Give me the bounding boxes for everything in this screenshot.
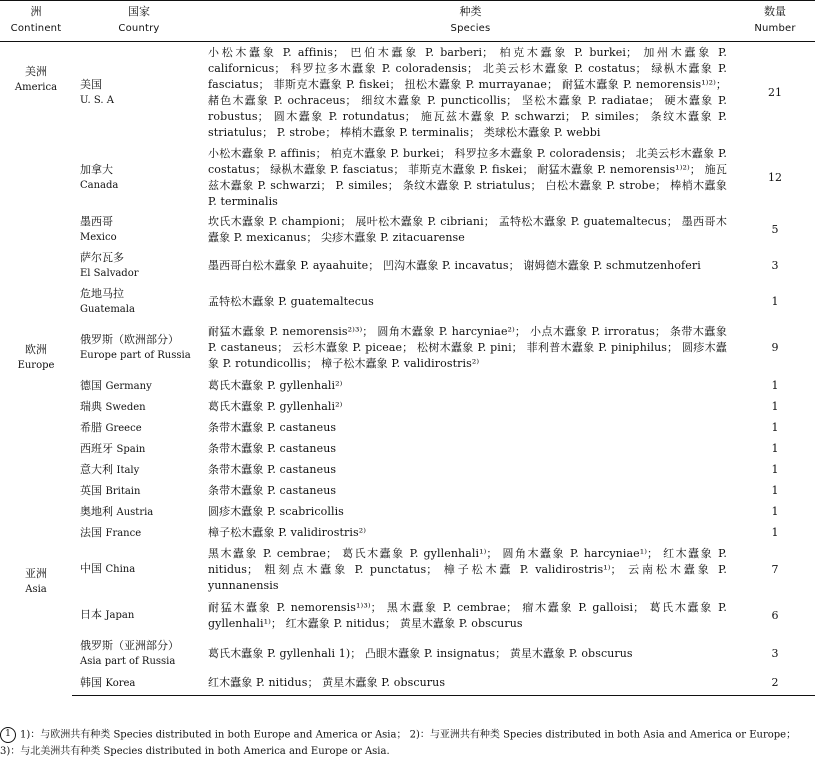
header-country-en: Country bbox=[118, 23, 160, 34]
number-cell: 6 bbox=[771, 608, 779, 622]
species-cell: 葛氏木蠹象 P. gyllenhali²⁾ bbox=[208, 400, 343, 413]
country-cell bbox=[72, 481, 206, 502]
country-zh: 瑞典 bbox=[80, 399, 102, 413]
country-en: Mexico bbox=[80, 231, 117, 243]
continent-cell bbox=[0, 42, 72, 320]
country-cell bbox=[72, 212, 206, 248]
country-en: Sweden bbox=[105, 401, 146, 413]
species-cell: 孟特松木蠹象 P. guatemaltecus bbox=[208, 294, 374, 308]
country-cell bbox=[72, 320, 206, 376]
table-row bbox=[0, 636, 815, 672]
country-cell bbox=[72, 672, 206, 696]
table-row bbox=[0, 481, 815, 502]
continent-cell bbox=[0, 544, 72, 696]
number-cell: 1 bbox=[771, 526, 779, 539]
country-cell bbox=[72, 248, 206, 284]
country-cell bbox=[72, 636, 206, 672]
species-cell: 小松木蠹象 P. affinis； 柏克木蠹象 P. burkei； 科罗拉多木蠹象 P. coloradensis； 北美云杉木蠹象 P. costatus； 绿枞木蠹象 P. fasciatus； 菲斯克木蠹象 P. fiskei； 耐猛木蠹象 P. nemorensis¹⁾²⁾； 施瓦兹木蠹象 P. schwarzi； P. similes； 条纹木蠹象 P. striatulus； 白松木蠹象 P. strobe； 棒梢木蠹象 P. terminalis bbox=[208, 146, 727, 208]
table-row bbox=[0, 460, 815, 481]
number-cell: 5 bbox=[771, 222, 779, 236]
country-en: Austria bbox=[116, 506, 154, 518]
country-zh: 意大利 bbox=[80, 462, 113, 476]
country-cell bbox=[72, 596, 206, 636]
country-cell bbox=[72, 144, 206, 212]
header-species-zh: 种类 bbox=[459, 5, 482, 18]
continent-zh: 美洲 bbox=[25, 65, 47, 78]
table-row bbox=[0, 596, 815, 636]
table-row bbox=[0, 144, 815, 212]
header-country-zh: 国家 bbox=[128, 5, 150, 18]
country-en: Canada bbox=[80, 179, 119, 191]
species-cell: 墨西哥白松木蠹象 P. ayaahuite； 凹沟木蠹象 P. incavatus； 谢姆德木蠹象 P. schmutzenhoferi bbox=[208, 258, 701, 272]
country-zh: 希腊 bbox=[80, 420, 102, 434]
table-row bbox=[0, 320, 815, 376]
table-row bbox=[0, 523, 815, 544]
header-number bbox=[735, 1, 815, 42]
species-cell: 葛氏木蠹象 P. gyllenhali²⁾ bbox=[208, 379, 343, 392]
country-en: Guatemala bbox=[80, 303, 135, 315]
country-en: Germany bbox=[105, 380, 152, 392]
header-continent bbox=[0, 1, 72, 42]
species-cell: 樟子松木蠹象 P. validirostris²⁾ bbox=[208, 526, 367, 539]
country-zh: 萨尔瓦多 bbox=[80, 250, 124, 264]
table-row bbox=[0, 544, 815, 596]
country-en: Asia part of Russia bbox=[80, 655, 176, 667]
country-cell bbox=[72, 397, 206, 418]
header-species bbox=[206, 1, 735, 42]
country-en: Korea bbox=[105, 677, 136, 689]
country-zh: 奥地利 bbox=[80, 504, 113, 518]
number-cell: 1 bbox=[771, 463, 779, 476]
country-zh: 墨西哥 bbox=[80, 214, 113, 228]
table-row bbox=[0, 248, 815, 284]
continent-zh: 亚洲 bbox=[25, 566, 47, 580]
continent-cell bbox=[0, 320, 72, 544]
header-country bbox=[72, 1, 206, 42]
country-zh: 韩国 bbox=[80, 675, 102, 689]
table-body bbox=[0, 42, 815, 696]
table-row bbox=[0, 376, 815, 397]
number-cell: 1 bbox=[771, 505, 779, 518]
country-en: Italy bbox=[116, 464, 140, 476]
number-cell: 21 bbox=[768, 85, 782, 99]
table-row bbox=[0, 42, 815, 144]
number-cell: 9 bbox=[771, 340, 779, 354]
footnote bbox=[0, 727, 815, 760]
continent-zh: 欧洲 bbox=[25, 342, 47, 356]
continent-en: Asia bbox=[25, 583, 47, 595]
country-zh: 加拿大 bbox=[80, 162, 113, 176]
country-zh: 中国 bbox=[80, 562, 102, 575]
country-zh: 日本 bbox=[80, 608, 102, 621]
country-zh: 危地马拉 bbox=[80, 286, 124, 300]
species-cell: 条带木蠹象 P. castaneus bbox=[208, 484, 337, 497]
country-en: Japan bbox=[105, 610, 135, 621]
continent-en: Europe bbox=[17, 359, 55, 371]
number-cell: 12 bbox=[768, 170, 782, 184]
country-cell bbox=[72, 460, 206, 481]
country-en: El Salvador bbox=[80, 267, 139, 279]
species-cell: 圆疹木蠹象 P. scabricollis bbox=[208, 505, 344, 518]
footnote-symbol: 1 bbox=[0, 727, 16, 743]
species-cell: 条带木蠹象 P. castaneus bbox=[208, 463, 337, 476]
table-row bbox=[0, 212, 815, 248]
header-number-zh: 数量 bbox=[764, 5, 786, 18]
species-cell: 坎氏木蠹象 P. championi； 展叶松木蠹象 P. cibriani； 孟特松木蠹象 P. guatemaltecus； 墨西哥木蠹象 P. mexicanus； 尖疹木蠹象 P. zitacuarense bbox=[208, 214, 727, 244]
country-cell bbox=[72, 544, 206, 596]
country-en: France bbox=[105, 527, 142, 539]
footnote-text: 1)：与欧洲共有种类 Species distributed in both Europe and America or Asia； 2)：与亚洲共有种类 Species distributed in both Asia and America or Europe； 3)：与北美洲共有种类 Species distributed in both America and Europe or Asia. bbox=[0, 729, 797, 757]
country-en: Greece bbox=[105, 422, 142, 434]
header-continent-en: Continent bbox=[10, 23, 62, 34]
country-zh: 法国 bbox=[80, 525, 102, 539]
table-row bbox=[0, 284, 815, 320]
country-en: U. S. A bbox=[80, 94, 114, 106]
country-zh: 英国 bbox=[80, 483, 102, 497]
number-cell: 1 bbox=[771, 294, 779, 308]
country-cell bbox=[72, 502, 206, 523]
number-cell: 1 bbox=[771, 484, 779, 497]
number-cell: 1 bbox=[771, 421, 779, 434]
country-cell bbox=[72, 439, 206, 460]
species-cell: 红木蠹象 P. nitidus； 黄星木蠹象 P. obscurus bbox=[206, 672, 735, 696]
number-cell: 3 bbox=[771, 258, 779, 272]
table-row bbox=[0, 502, 815, 523]
number-cell: 2 bbox=[735, 672, 815, 696]
number-cell: 1 bbox=[771, 400, 779, 413]
country-cell bbox=[72, 42, 206, 144]
species-cell: 条带木蠹象 P. castaneus bbox=[208, 421, 337, 434]
number-cell: 7 bbox=[771, 562, 779, 576]
header-species-en: Species bbox=[450, 23, 491, 34]
country-cell bbox=[72, 284, 206, 320]
table-row bbox=[0, 418, 815, 439]
country-en: Europe part of Russia bbox=[80, 349, 191, 361]
table-row bbox=[0, 672, 815, 696]
country-zh: 俄罗斯（欧洲部分） bbox=[80, 332, 179, 346]
country-en: Spain bbox=[116, 443, 146, 455]
number-cell: 3 bbox=[771, 646, 779, 660]
species-cell: 葛氏木蠹象 P. gyllenhali 1)； 凸眼木蠹象 P. insignatus； 黄星木蠹象 P. obscurus bbox=[208, 646, 633, 660]
header-continent-zh: 洲 bbox=[30, 5, 42, 18]
number-cell: 1 bbox=[771, 442, 779, 455]
number-cell: 1 bbox=[771, 379, 779, 392]
species-cell: 黑木蠹象 P. cembrae； 葛氏木蠹象 P. gyllenhali¹⁾； 圆角木蠹象 P. harcyniae¹⁾； 红木蠹象 P. nitidus； 粗刻点木蠹象 P. punctatus； 樟子松木蠹 P. validirostris¹⁾； 云南松木蠹象 P. yunnanensis bbox=[208, 546, 727, 592]
species-cell: 耐猛木蠹象 P. nemorensis¹⁾³⁾； 黑木蠹象 P. cembrae； 瘤木蠹象 P. galloisi； 葛氏木蠹象 P. gyllenhali¹⁾； 红木蠹象 P. nitidus； 黄星木蠹象 P. obscurus bbox=[208, 600, 727, 630]
country-en: China bbox=[105, 564, 136, 575]
country-zh: 美国 bbox=[80, 77, 102, 91]
species-cell: 条带木蠹象 P. castaneus bbox=[208, 442, 337, 455]
continent-en: America bbox=[14, 82, 58, 93]
country-en: Britain bbox=[105, 485, 141, 497]
country-zh: 西班牙 bbox=[80, 441, 113, 455]
table-header bbox=[0, 1, 815, 42]
table-row bbox=[0, 397, 815, 418]
table-row bbox=[0, 439, 815, 460]
country-zh: 俄罗斯（亚洲部分） bbox=[80, 638, 179, 652]
species-cell: 耐猛木蠹象 P. nemorensis²⁾³⁾； 圆角木蠹象 P. harcyniae²⁾； 小点木蠹象 P. irroratus； 条带木蠹象 P. castaneus； 云杉木蠹象 P. piceae； 松树木蠹象 P. pini； 菲利普木蠹象 P. piniphilus； 圆疹木蠹象 P. rotundicollis； 樟子松木蠹象 P. validirostris²⁾ bbox=[208, 324, 727, 370]
country-cell bbox=[72, 523, 206, 544]
species-cell: 小松木蠹象 P. affinis； 巴伯木蠹象 P. barberi； 柏克木蠹象 P. burkei； 加州木蠹象 P. californicus； 科罗拉多木蠹象 P. coloradensis； 北美云杉木蠹象 P. costatus； 绿枞木蠹象 P. fasciatus； 菲斯克木蠹象 P. fiskei； 扭松木蠹象 P. murrayanae； 耐猛木蠹象 P. nemorensis¹⁾²⁾； 赭色木蠹象 P. ochraceus； 细纹木蠹象 P. puncticollis； 坚松木蠹象 P. radiatae； 硬木蠹象 P. robustus； 圆木蠹象 P. rotundatus； 施瓦兹木蠹象 P. schwarzi； P. similes； 条纹木蠹象 P. striatulus； P. strobe； 棒梢木蠹象 P. terminalis； 类球松木蠹象 P. webbi bbox=[208, 45, 727, 139]
country-zh: 德国 bbox=[80, 378, 102, 392]
country-cell bbox=[72, 376, 206, 397]
country-cell bbox=[72, 418, 206, 439]
header-number-en: Number bbox=[754, 23, 796, 34]
